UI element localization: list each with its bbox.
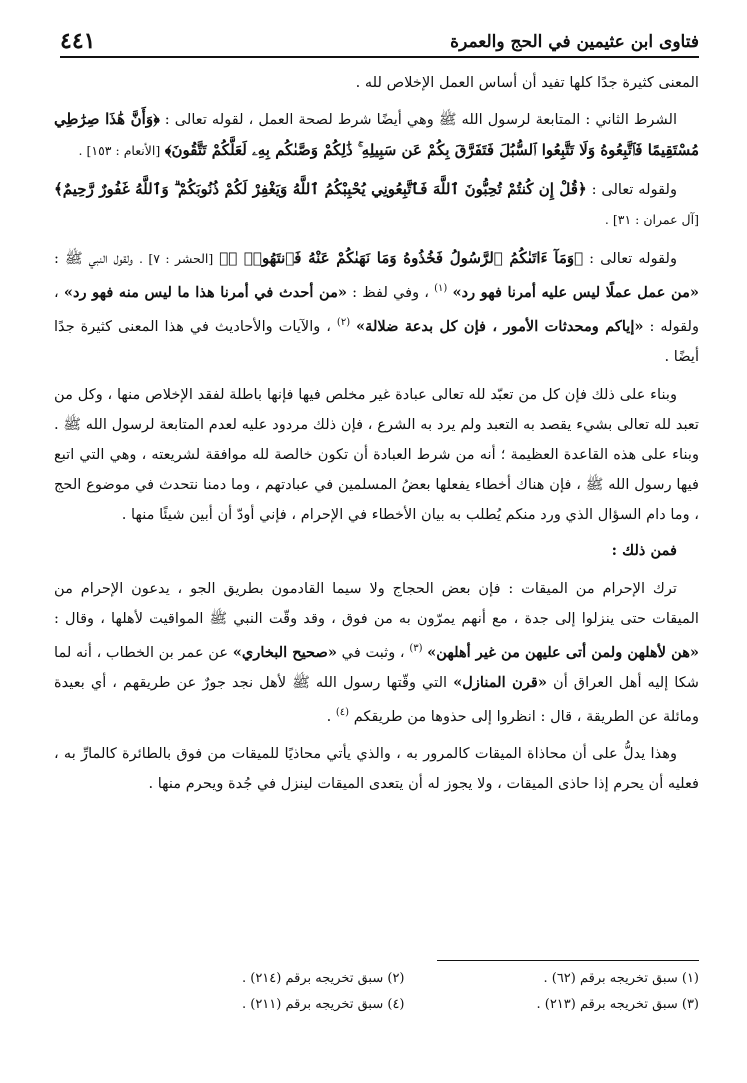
footnote-3: (٣) سبق تخريجه برقم (٢١٣) . — [536, 997, 699, 1012]
paragraph-second-condition — [54, 104, 699, 166]
text-segment: ، وثبت في — [341, 643, 405, 661]
paragraph-hadith — [54, 243, 699, 372]
footnote-marker[interactable]: (٣) — [409, 642, 423, 654]
verse-reference: [آل عمران : ٣١] . — [604, 212, 699, 227]
text-segment: عن عمر بن الخطاب ، أنه لما شكا إليه أهل العراق أن — [54, 643, 700, 691]
footnote-marker[interactable]: (١) — [434, 283, 448, 294]
text-segment: التي وقّتها رسول الله ﷺ لأهل نجد جورٌ عن طريقهم ، أي بعيدة ومائلة عن الطريقة ، قال — [54, 673, 699, 725]
verse-reference: [الأنعام : ١٥٣] . — [78, 143, 161, 158]
paragraph-conclusion — [54, 739, 699, 799]
paragraph-lead: ولقوله تعالى : — [591, 181, 677, 198]
footnote-marker[interactable]: (٢) — [336, 316, 351, 328]
paragraph-ruling — [54, 380, 699, 530]
paragraph-miqat — [54, 574, 699, 732]
text-segment: ولقول النبي ﷺ : — [54, 250, 133, 267]
paragraph-lead: ولقوله تعالى : — [589, 250, 678, 267]
hadith-quote: «هن لأهلهن ولمن أتى عليهن من غير أهلهن» — [427, 643, 700, 661]
footnotes — [150, 966, 699, 1018]
paragraph-text: المعنى كثيرة جدًا كلها تفيد أن أساس العمل الإخلاص لله . — [355, 74, 699, 91]
quran-verse: ﴿وَأَنَّ هَٰذَا صِرَٰطِي مُسْتَقِيمًا فَٱتَّبِعُوهُ وَلَا تَتَّبِعُوا ٱلسُّبُلَ فَتَفَرَّقَ بِكُمْ عَن سَبِيلِهِ ۚ ذَٰلِكُمْ وَصَّىٰكُم بِهِۦ لَعَلَّكُمْ تَتَّقُونَ﴾ — [54, 110, 699, 159]
place-name: «قرن المنازل» — [453, 673, 547, 691]
running-title: فتاوى ابن عثيمين في الحج والعمرة — [450, 32, 699, 52]
text-segment: ، والآيات والأحاديث في هذا المعنى كثيرة جدًا أيضًا . — [54, 317, 699, 365]
text-segment: . — [326, 707, 332, 725]
text-segment: ، ولقوله : — [54, 283, 700, 335]
paragraph-text: فمن ذلك : — [611, 541, 677, 559]
text-segment: : انظروا إلى حذوها من طريقكم — [353, 707, 546, 725]
footnote-4: (٤) سبق تخريجه برقم (٢١١) . — [241, 997, 405, 1012]
verse-reference: [الحشر : ٧] . — [139, 251, 214, 266]
paragraph-lead: الشرط الثاني : المتابعة لرسول الله ﷺ وهي أيضًا شرط لصحة العمل ، لقوله تعالى : — [164, 111, 678, 128]
text-segment: ترك الإحرام من الميقات : فإن بعض الحجاج ولا سيما القادمون بطريق الجو ، يدعون الإحرام من الميقات حتى ينزلوا إلى جدة ، مع أنهم يمرّون به من فوق ، وقد وقّت النبي ﷺ المواقيت لأهلها ، وقال : — [54, 579, 699, 627]
hadith-quote: «من عمل عملًا ليس عليه أمرنا فهو رد» — [452, 283, 700, 301]
quran-verse: ﴿وَمَآ ءَاتَىٰكُمُ ٱلرَّسُولُ فَخُذُوهُ وَمَا نَهَىٰكُمْ عَنْهُ فَٱنتَهُوا۟ ۚ﴾ — [219, 249, 584, 267]
paragraph-text: وبناء على ذلك فإن كل من تعبّد لله تعالى عبادة غير مخلص فيها فإنها باطلة لفقد الإخلاص منها ، وكل من تعبد لله تعالى بشيء يقصد به التعبد ولم يرد به الشرع ، فإن ذلك مردود عليه لعدم المتابعة لرسول الله ﷺ . وبناء على هذه القاعدة العظيمة ؛ أنه من شرط العبادة أن تكون خالصة لله موافقة لشريعته ، وهي التي اتبع فيها رسول الله ﷺ ، فإن هناك أخطاء يفعلها بعضُ المسلمين في عبادتهم ، وما دمنا نتحدث في موضوع الحج ، وما دام السؤال الذي ورد منكم يُطلب به بيان الأخطاء في الإحرام ، فإني أودّ أن أبين شيئًا منها . — [54, 385, 699, 523]
footnote-1: (١) سبق تخريجه برقم (٦٢) . — [543, 971, 699, 986]
hadith-quote: «من أحدث في أمرنا هذا ما ليس منه فهو رد» — [63, 283, 348, 301]
footnote-divider — [437, 960, 699, 961]
paragraph-text: وهذا يدلُّ على أن محاذاة الميقات كالمرور به ، والذي يأتي محاذيًا للميقات من فوق بالطائرة كالمارِّ به ، فعليه أن يحرم إذا حاذى الميقات ، ولا يجوز له أن يتعدى الميقات لينزل في جُدة ويحرم منها . — [54, 745, 699, 793]
footnote-2: (٢) سبق تخريجه برقم (٢١٤) . — [241, 971, 405, 986]
quran-verse: ﴿قُلْ إِن كُنتُمْ تُحِبُّونَ ٱللَّهَ فَٱتَّبِعُونِي يُحْبِبْكُمُ ٱللَّهُ وَيَغْفِرْ لَكُمْ ذُنُوبَكُمْ ۗ وَٱللَّهُ غَفُورٌ رَّحِيمٌ﴾ — [54, 180, 587, 198]
paragraph-intro — [54, 68, 699, 98]
text-segment: ، وفي لفظ : — [352, 283, 430, 301]
footnote-marker[interactable]: (٤) — [335, 706, 350, 718]
paragraph-examples-heading — [54, 536, 699, 566]
main-text — [54, 68, 699, 805]
book-title: «صحيح البخاري» — [232, 643, 337, 661]
page-number: ٤٤١ — [60, 28, 96, 54]
paragraph-verse-imran — [54, 174, 699, 235]
hadith-quote: «إياكم ومحدثات الأمور ، فإن كل بدعة ضلالة» — [356, 317, 644, 335]
page-header — [60, 22, 699, 58]
